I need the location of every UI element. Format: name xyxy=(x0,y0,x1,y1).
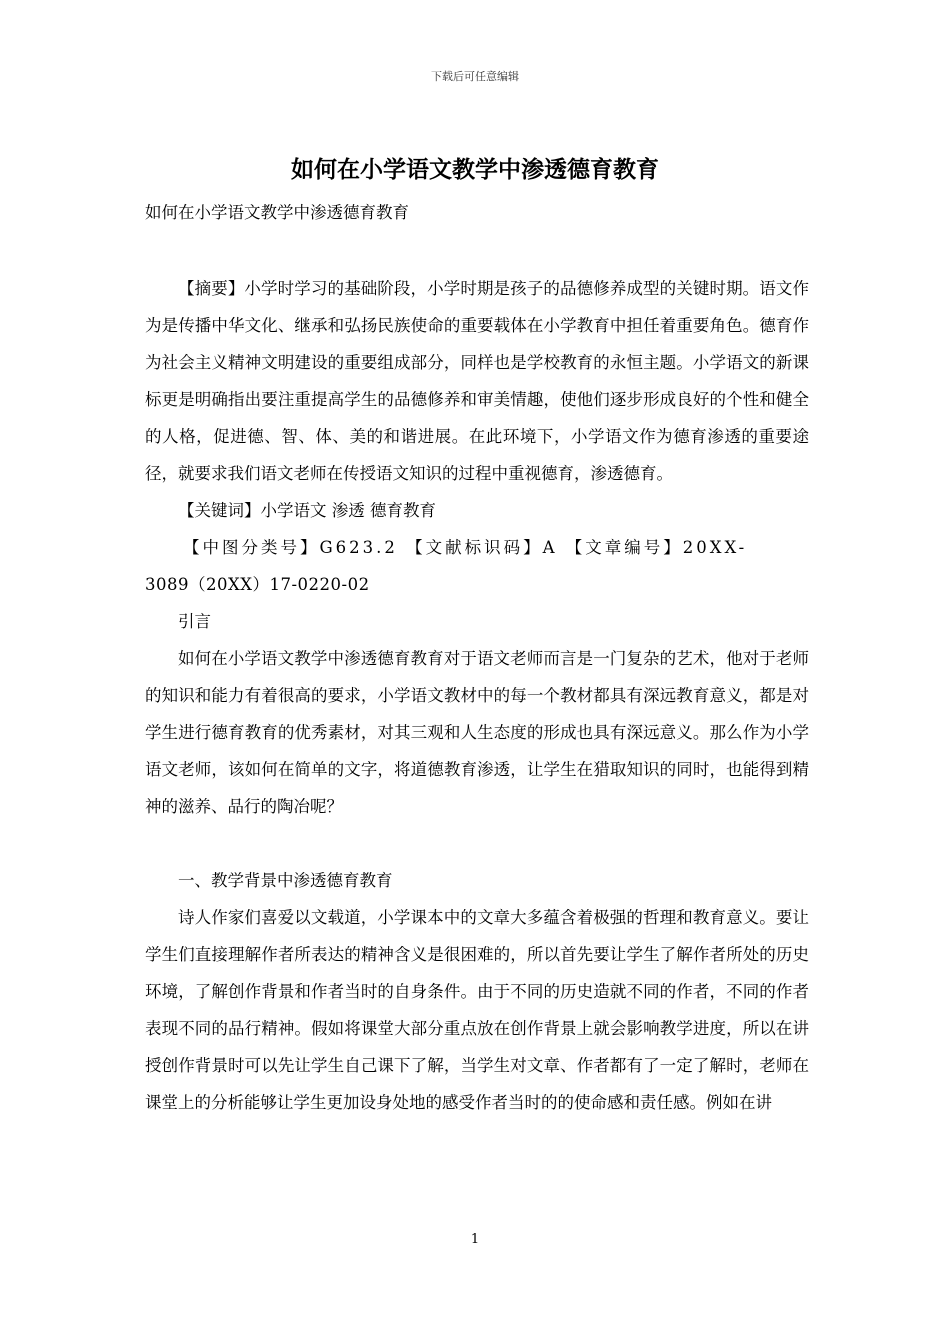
document-subtitle: 如何在小学语文教学中渗透德育教育 xyxy=(145,203,409,222)
paragraph-spacer xyxy=(145,825,809,862)
page-number: 1 xyxy=(470,1232,480,1247)
keywords-line: 【关键词】小学语文 渗透 德育教育 xyxy=(178,501,436,520)
classification-line: 【中图分类号】G623.2 【文献标识码】A 【文章编号】20XX- xyxy=(182,538,748,557)
intro-paragraph: 如何在小学语文教学中渗透德育教育对于语文老师而言是一门复杂的艺术，他对于老师的知识和能力有着很高的要求，小学语文教材中的每一个教材都具有深远教育意义，都是对学生进行德育教育的优秀素材，对其三观和人生态度的形成也具有深远意义。那么作为小学语文老师，该如何在简单的文字，将道德教育渗透，让学生在猎取知识的同时，也能得到精神的滋养、品行的陶冶呢？ xyxy=(145,649,809,816)
intro-heading: 引言 xyxy=(178,612,211,631)
section-heading: 一、教学背景中渗透德育教育 xyxy=(178,871,393,890)
section-paragraph: 诗人作家们喜爱以文载道，小学课本中的文章大多蕴含着极强的哲理和教育意义。要让学生们直接理解作者所表达的精神含义是很困难的，所以首先要让学生了解作者所处的历史环境，了解创作背景和作者当时的自身条件。由于不同的历史造就不同的作者，不同的作者表现不同的品行精神。假如将课堂大部分重点放在创作背景上就会影响教学进度，所以在讲授创作背景时可以先让学生自己课下了解，当学生对文章、作者都有了一定了解时，老师在课堂上的分析能够让学生更加设身处地的感受作者当时的的使命感和责任感。例如在讲 xyxy=(145,908,809,1112)
classification-line-continued: 3089（20XX）17-0220-02 xyxy=(145,575,370,594)
document-title: 如何在小学语文教学中渗透德育教育 xyxy=(291,156,659,183)
abstract-paragraph: 【摘要】小学时学习的基础阶段，小学时期是孩子的品德修养成型的关键时期。语文作为是传播中华文化、继承和弘扬民族使命的重要载体在小学教育中担任着重要角色。德育作为社会主义精神文明建设的重要组成部分，同样也是学校教育的永恒主题。小学语文的新课标更是明确指出要注重提高学生的品德修养和审美情趣，使他们逐步形成良好的个性和健全的人格，促进德、智、体、美的和谐进展。在此环境下，小学语文作为德育渗透的重要途径，就要求我们语文老师在传授语文知识的过程中重视德育，渗透德育。 xyxy=(145,279,809,483)
page-header: 下载后可任意编辑 xyxy=(431,70,519,83)
document-body xyxy=(145,270,809,1121)
